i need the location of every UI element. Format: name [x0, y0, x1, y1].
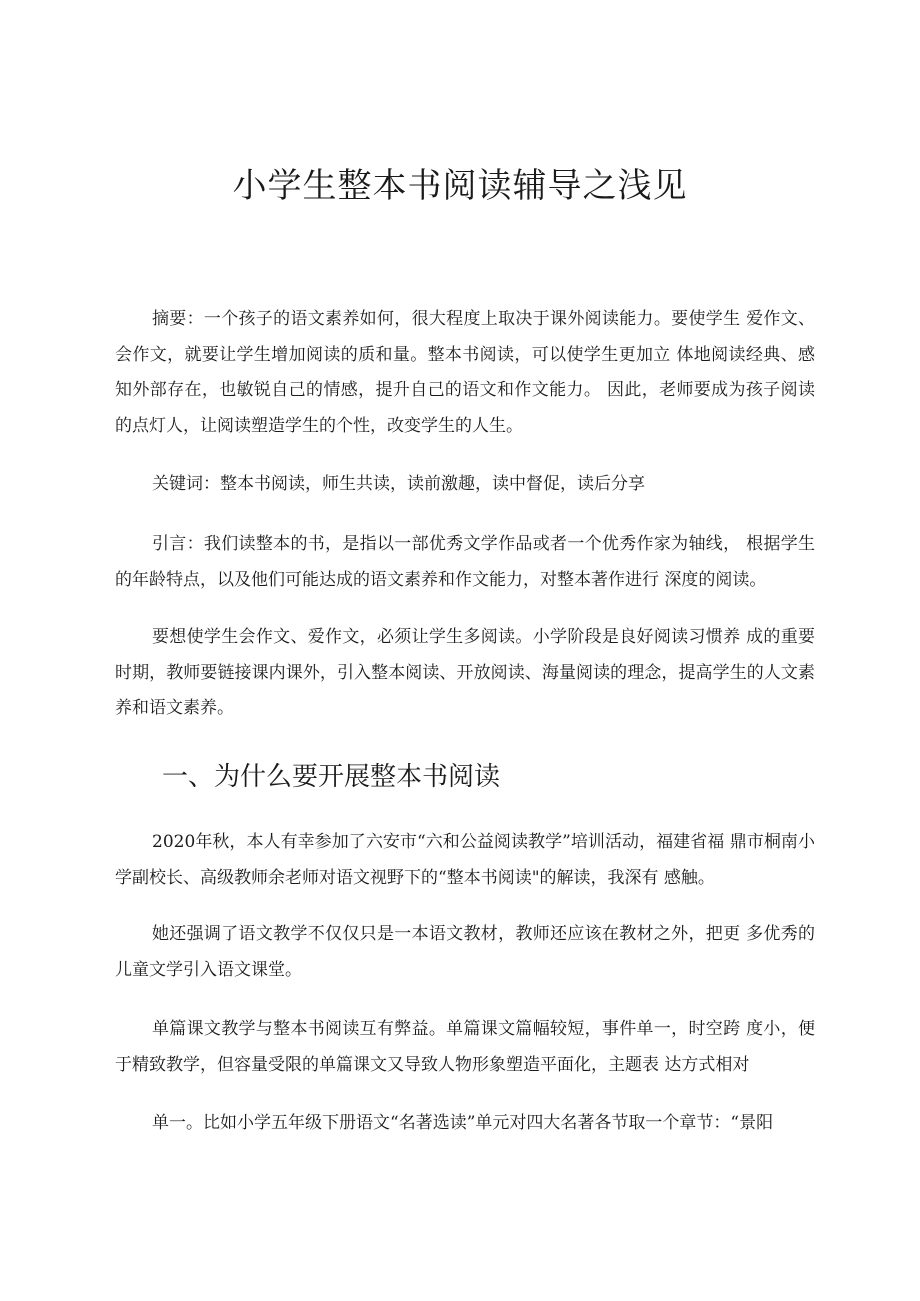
section-paragraph: 她还强调了语文教学不仅仅只是一本语文教材，教师还应该在教材之外，把更 多优秀的儿童文学引入语文课堂。: [115, 924, 815, 980]
keywords-paragraph: 关键词：整本书阅读，师生共读，读前激趣，读中督促，读后分享: [152, 474, 645, 494]
section-paragraph: 单一。比如小学五年级下册语文“名著选读”单元对四大名著各节取一个章节：“景阳: [152, 1113, 774, 1133]
abstract-paragraph: 摘要：一个孩子的语文素养如何，很大程度上取决于课外阅读能力。要使学生 爱作文、会作文，就要让学生增加阅读的质和量。整本书阅读，可以使学生更加立 体地阅读经典、感知外部存在，也敏锐自己的情感，提升自己的语文和作文能力。 因此，老师要成为孩子阅读的点灯人，让阅读塑造学生的个性，改变学生的人生。: [115, 309, 815, 436]
document-title: 小学生整本书阅读辅导之浅见: [232, 166, 688, 206]
section-heading: 一、为什么要开展整本书阅读: [162, 762, 501, 792]
purpose-paragraph: 要想使学生会作文、爱作文，必须让学生多阅读。小学阶段是良好阅读习惯养 成的重要时期，教师要链接课内课外，引入整本阅读、开放阅读、海量阅读的理念，提高学生的人文素养和语文素养。: [115, 627, 815, 718]
section-paragraph: 2020年秋，本人有幸参加了六安市“六和公益阅读教学”培训活动，福建省福 鼎市桐南小学副校长、高级教师余老师对语文视野下的“整本书阅读"的解读，我深有 感触。: [115, 832, 815, 888]
intro-paragraph: 引言：我们读整本的书，是指以一部优秀文学作品或者一个优秀作家为轴线， 根据学生的年龄特点，以及他们可能达成的语文素养和作文能力，对整本著作进行 深度的阅读。: [115, 534, 815, 590]
section-paragraph: 单篇课文教学与整本书阅读互有弊益。单篇课文篇幅较短，事件单一，时空跨 度小，便于精致教学，但容量受限的单篇课文又导致人物形象塑造平面化，主题表 达方式相对: [115, 1019, 815, 1075]
